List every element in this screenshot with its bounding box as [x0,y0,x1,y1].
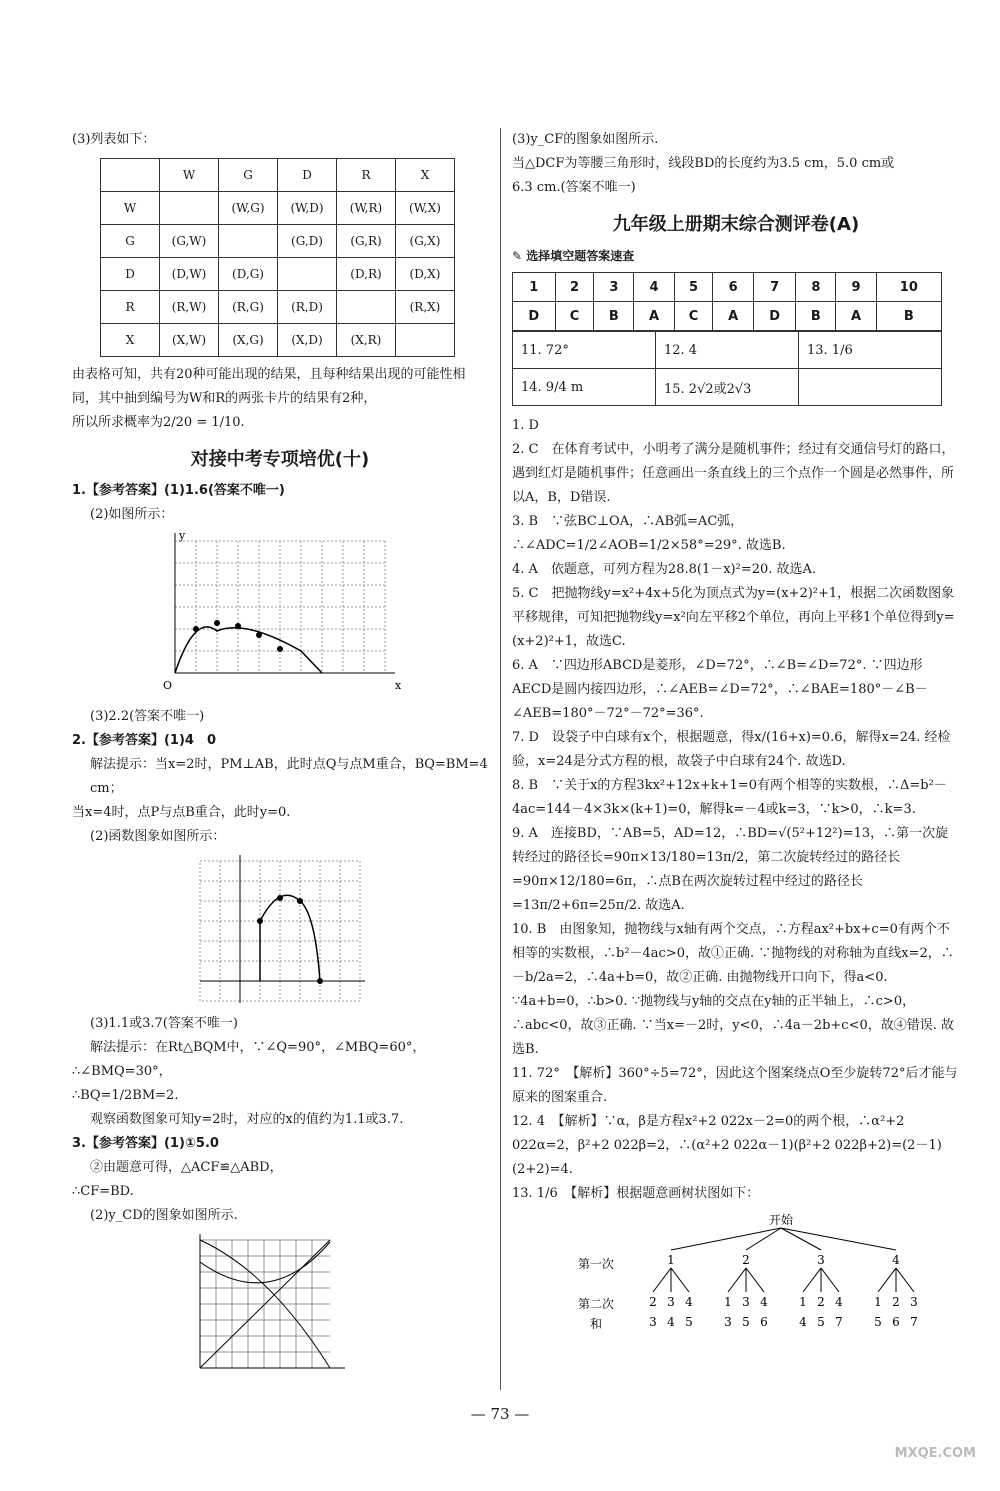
solution-item: 12. 4 【解析】∵α，β是方程x²+2 022x－2=0的两个根，∴α²+2 022α=2，β²+2 022β=2，∴(α²+2 022α－1)(β²+2 022β+2)=(2－1)(2+2)=4. [512,1114,942,1177]
table-cell: (R,D) [278,291,337,324]
table-cell: (R,W) [160,291,219,324]
answer-line: 6.3 cm.(答案不唯一) [512,180,636,195]
tree-label: 第二次 [577,1297,615,1311]
left-column [72,128,488,1386]
table-cell: (G,R) [337,225,396,258]
table-cell: 14. 9/4 m [513,369,656,406]
table-cell [219,225,278,258]
table-cell: C [674,302,713,331]
tree-start: 开始 [768,1213,794,1227]
table-cell: D [101,258,160,291]
solution-item: 1. D [512,418,539,433]
answer-line: (2)如图所示： [90,507,174,522]
tree-node: 2 [892,1295,900,1309]
answer-line: 1.【参考答案】(1)1.6(答案不唯一) [72,483,285,498]
tree-sum: 6 [892,1315,900,1329]
answer-line: (3)y_CF的图象如图所示. [512,132,659,147]
solution-item: 8. B ∵关于x的方程3kx²+12x+k+1=0有两个相等的实数根，∴Δ=b²－4ac=144－4×3k×(k+1)=0，解得k=－4或k=3，∵k>0，∴k=3. [512,778,947,817]
answer-line: 3.【参考答案】(1)①5.0 [72,1136,219,1151]
table-cell [396,324,455,357]
solution-item: 2. C 在体育考试中，小明考了满分是随机事件；经过有交通信号灯的路口，遇到红灯是随机事件；任意画出一条直线上的三个点作一个圆是必然事件，所以A，B，D错误. [512,442,955,505]
table-row [101,225,455,258]
answer-line: 观察函数图象可知y=2时，对应的x的值约为1.1或3.7. [90,1112,404,1127]
tree-sum: 5 [742,1315,750,1329]
tree-branch [653,1268,671,1292]
right-column [512,128,960,1344]
solution-item: 10. B 由图象知，抛物线与x轴有两个交点，∴方程ax²+bx+c=0有两个不相等的实数根，∴b²－4ac>0，故①正确. ∵抛物线的对称轴为直线x=2，∴－b/2a=2，∴4a+b=0，故②正确. 由抛物线开口向下，得a<0. ∵4a+b=0，∴b>0. ∵抛物线与y轴的交点在y轴的正半轴上，∴c>0，∴abc<0，故③正确. ∵当x=－2时，y<0，∴4a－2b+c<0，故④错误. 故选B. [512,922,955,1057]
table-cell: (W,D) [278,192,337,225]
tree-branch [781,1228,896,1250]
table-cell: A [634,302,674,331]
table-cell: A [836,302,876,331]
tree-branch [896,1268,914,1292]
solution-item: 7. D 设袋子中白球有x个，根据题意，得x/(16+x)=0.6，解得x=24. 经检验，x=24是分式方程的根，故袋子中白球有24个. 故选D. [512,730,951,769]
section-title: 对接中考专项培优(十) [190,449,370,470]
table-cell: B [796,302,836,331]
table-cell: (D,G) [219,258,278,291]
table-cell: B [594,302,634,331]
tree-branch [878,1268,896,1292]
tree-node: 4 [835,1295,843,1309]
table-row [101,192,455,225]
table-cell: (R,X) [396,291,455,324]
tree-sum: 5 [874,1315,882,1329]
table-cell: (R,G) [219,291,278,324]
tree-node: 2 [742,1253,750,1267]
table-cell: (D,R) [337,258,396,291]
table-cell: 6 [713,273,753,302]
tree-sum: 3 [724,1315,732,1329]
answer-line: (2)y_CD的图象如图所示. [90,1208,238,1223]
tree-node: 1 [874,1295,882,1309]
tree-sum: 5 [817,1315,825,1329]
table-cell: X [101,324,160,357]
table-cell: 15. 2√2或2√3 [656,369,799,406]
solution-item: 3. B ∵弦BC⊥OA，∴AB弧=AC弧，∴∠ADC=1/2∠AOB=1/2×58°=29°. 故选B. [512,514,786,553]
tree-branch [803,1268,821,1292]
table-row [101,291,455,324]
table-cell [101,159,160,192]
tree-node: 1 [667,1253,675,1267]
conclusion-line: 同，其中抽到编号为W和R的两张卡片的结果有2种， [72,391,377,406]
answer-line: (3)1.1或3.7(答案不唯一) [90,1016,238,1031]
solution-item: 13. 1/6 【解析】根据题意画树状图如下： [512,1186,760,1201]
conclusion-line: 由表格可知，共有20种可能出现的结果，且每种结果出现的可能性相 [72,367,466,382]
table-cell: (X,G) [219,324,278,357]
answer-key-table [512,272,942,331]
table-cell: G [101,225,160,258]
tree-node: 4 [892,1253,900,1267]
solution-item: 4. A 依题意，可列方程为28.8(1－x)²=20. 故选A. [512,562,817,577]
watermark: MXQE.COM [894,1446,976,1461]
table-cell [337,291,396,324]
table-cell: A [713,302,753,331]
table-cell: B [876,302,941,331]
quick-check-label: ✎ 选择填空题答案速查 [512,249,635,263]
table-cell: (G,D) [278,225,337,258]
tree-node: 3 [667,1295,675,1309]
table-cell: 11. 72° [513,332,656,369]
q3-intro: (3)列表如下： [72,132,156,147]
table-cell: (W,X) [396,192,455,225]
table-cell: (D,X) [396,258,455,291]
table-cell: 2 [555,273,594,302]
answer-line: ②由题意可得，△ACF≌△ABD， [90,1160,283,1175]
answer-line: 解法提示：在Rt△BQM中，∵∠Q=90°，∠MBQ=60°， [90,1040,426,1055]
conclusion-line: 所以所求概率为2/20 = 1/10. [72,415,245,430]
function-graph-3 [180,1232,380,1382]
tree-node: 4 [760,1295,768,1309]
table-cell: 7 [753,273,796,302]
table-row [513,332,942,369]
tree-label: 和 [589,1317,603,1331]
table-cell: D [513,302,556,331]
answer-line: 当△DCF为等腰三角形时，线段BD的长度约为3.5 cm，5.0 cm或 [512,156,895,171]
tree-branch [728,1268,746,1292]
tree-node: 4 [685,1295,693,1309]
solution-list [512,414,960,1206]
table-cell: (W,G) [219,192,278,225]
answer-line: 2.【参考答案】(1)4 0 [72,733,217,748]
table-cell: 3 [594,273,634,302]
table-cell: 10 [876,273,941,302]
tree-sum: 4 [799,1315,807,1329]
tree-node: 1 [799,1295,807,1309]
table-row [513,369,942,406]
tree-branch [671,1268,689,1292]
table-row [101,324,455,357]
table-cell: 5 [674,273,713,302]
table-cell: (G,X) [396,225,455,258]
answer-line: ∴BQ=1/2BM=2. [72,1088,179,1103]
fill-answer-table [512,331,942,406]
table-cell: (G,W) [160,225,219,258]
table-cell: (X,R) [337,324,396,357]
table-cell [160,192,219,225]
table-cell: D [278,159,337,192]
solution-item: 9. A 连接BD，∵AB=5，AD=12，∴BD=√(5²+12²)=13，∴第一次旋转经过的路径长=90π×13/180=13π/2，第二次旋转经过的路径长=90π×12/180=6π，∴点B在两次旋转过程中经过的路径长=13π/2+6π=25π/2. 故选A. [512,826,949,913]
solution-item: 11. 72° 【解析】360°÷5=72°，因此这个图案绕点O至少旋转72°后才能与原来的图案重合. [512,1066,958,1105]
function-graph-2 [190,853,370,1008]
tree-branch [821,1268,839,1292]
tree-sum: 5 [685,1315,693,1329]
answer-line: (3)2.2(答案不唯一) [90,709,205,724]
table-cell: G [219,159,278,192]
svg-text:x: x [395,679,402,692]
tree-node: 2 [817,1295,825,1309]
table-row [513,273,942,302]
pencil-icon: ✎ [512,249,527,263]
outcome-table [100,158,455,357]
table-cell: W [101,192,160,225]
table-cell: 1 [513,273,556,302]
svg-text:y: y [179,529,186,542]
table-cell: R [337,159,396,192]
tree-node: 3 [817,1253,825,1267]
page-number: — 73 — [470,1405,530,1423]
tree-sum: 7 [835,1315,843,1329]
table-cell: 9 [836,273,876,302]
tree-branch [781,1228,821,1250]
answer-line: ∴CF=BD. [72,1184,134,1199]
function-graph-1 [155,531,405,701]
table-row [101,159,455,192]
table-cell: (X,W) [160,324,219,357]
table-row [513,302,942,331]
table-cell: (D,W) [160,258,219,291]
tree-sum: 4 [667,1315,675,1329]
tree-sum: 3 [649,1315,657,1329]
tree-node: 1 [724,1295,732,1309]
tree-node: 3 [910,1295,918,1309]
tree-diagram [571,1210,918,1340]
tree-branch [671,1228,781,1250]
tree-node: 2 [649,1295,657,1309]
solution-item: 5. C 把抛物线y=x²+4x+5化为顶点式为y=(x+2)²+1，根据二次函数图象平移规律，可知把抛物线y=x²向左平移2个单位，再向上平移1个单位得到y=(x+2)²+1，故选C. [512,586,955,649]
tree-node: 3 [742,1295,750,1309]
table-cell: C [555,302,594,331]
table-cell: X [396,159,455,192]
table-cell: (X,D) [278,324,337,357]
tree-label: 第一次 [577,1257,615,1271]
table-cell: D [753,302,796,331]
svg-text:O: O [163,679,173,692]
tree-sum: 7 [910,1315,918,1329]
tree-sum: 6 [760,1315,768,1329]
solution-item: 6. A ∵四边形ABCD是菱形，∠D=72°，∴∠B=∠D=72°. ∵四边形AECD是圆内接四边形，∴∠AEB=∠D=72°，∴∠BAE=180°－∠B－∠AEB=180°－72°－72°=36°. [512,658,928,721]
exam-title: 九年级上册期末综合测评卷(A) [612,214,860,235]
answer-line: 当x=4时，点P与点B重合，此时y=0. [72,805,291,820]
table-cell: W [160,159,219,192]
column-divider [500,128,501,1390]
table-cell: R [101,291,160,324]
table-cell: 4 [634,273,674,302]
table-row [101,258,455,291]
table-cell: 13. 1/6 [799,332,942,369]
table-cell: 12. 4 [656,332,799,369]
table-cell [799,369,942,406]
tree-branch [746,1268,764,1292]
answer-line: (2)函数图象如图所示： [90,829,226,844]
table-cell: 8 [796,273,836,302]
table-cell [278,258,337,291]
answer-line: ∴∠BMQ=30°， [72,1064,172,1079]
table-cell: (W,R) [337,192,396,225]
answer-line: 解法提示：当x=2时，PM⊥AB，此时点Q与点M重合，BQ=BM=4 cm； [90,757,488,796]
